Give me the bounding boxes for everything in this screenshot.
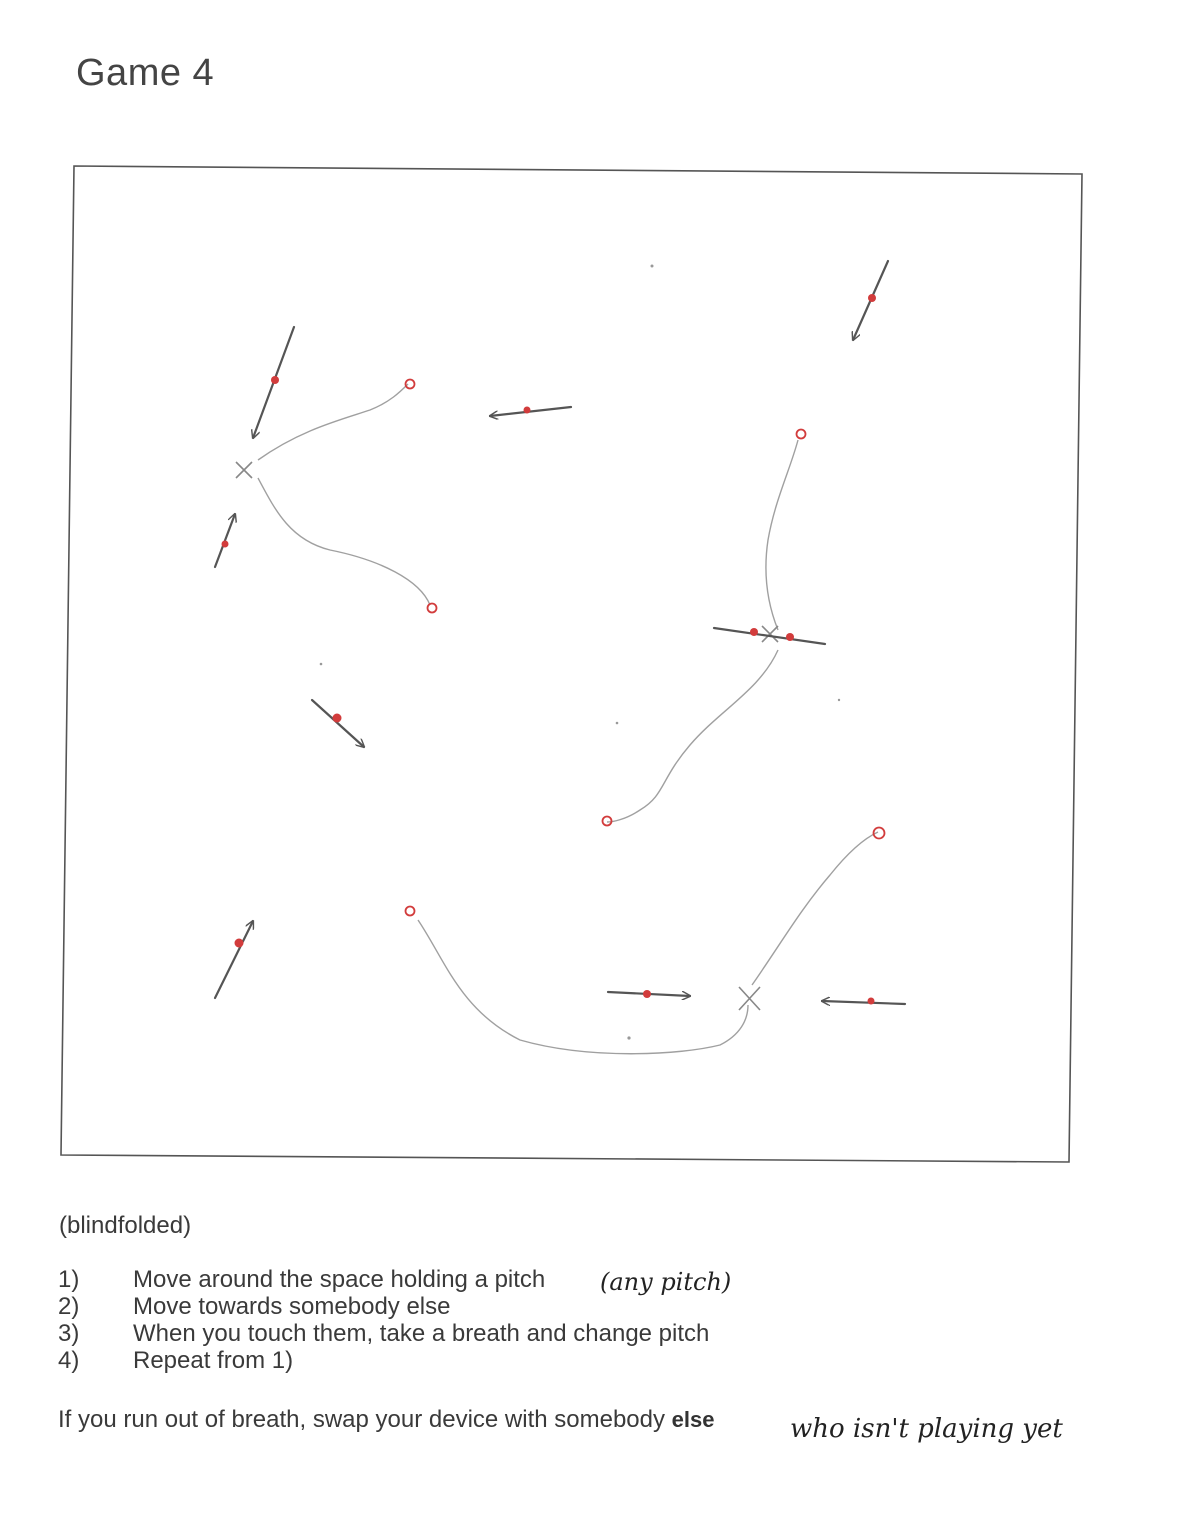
step-text: Repeat from 1) — [133, 1347, 294, 1374]
movement-arrow — [608, 992, 690, 996]
path-curve — [752, 832, 878, 985]
page-title: Game 4 — [76, 52, 215, 94]
subtitle: (blindfolded) — [59, 1212, 192, 1239]
path-curve — [258, 384, 408, 460]
movement-arrow — [215, 514, 235, 567]
path-curve — [418, 920, 748, 1054]
movement-arrow — [215, 921, 253, 998]
start-point-circle — [797, 430, 806, 439]
movement-line — [714, 628, 825, 644]
path-curve — [766, 440, 798, 630]
list-item — [58, 1293, 709, 1320]
person-dot — [643, 990, 651, 998]
start-point-circle — [406, 380, 415, 389]
step-number: 3) — [58, 1320, 80, 1347]
start-point-circle — [406, 907, 415, 916]
speck — [627, 1036, 630, 1039]
handwritten-note: (any pitch) — [600, 1268, 732, 1296]
path-curve — [258, 478, 430, 605]
movement-arrow — [490, 407, 571, 416]
speck — [838, 699, 840, 701]
start-point-circle — [874, 828, 885, 839]
handwritten-addition: who isn't playing yet — [790, 1414, 1063, 1444]
person-dot — [868, 294, 876, 302]
footer-text: If you run out of breath, swap your device with somebody — [58, 1406, 665, 1433]
start-point-circle — [603, 817, 612, 826]
person-dot — [786, 633, 794, 641]
person-dot — [333, 714, 342, 723]
step-text: Move around the space holding a pitch — [133, 1266, 546, 1293]
list-item — [58, 1320, 709, 1347]
meeting-point-cross — [236, 462, 252, 478]
movement-arrow — [853, 261, 888, 340]
person-dot — [750, 628, 758, 636]
person-dot — [235, 939, 244, 948]
movement-arrow — [822, 1001, 905, 1004]
movement-arrow — [253, 327, 294, 438]
movement-arrow — [312, 700, 364, 747]
list-item — [58, 1347, 709, 1374]
person-dot — [524, 407, 531, 414]
step-text: When you touch them, take a breath and change pitch — [133, 1320, 710, 1347]
start-point-circle — [428, 604, 437, 613]
struck-word: else — [671, 1407, 715, 1432]
person-dot — [868, 998, 875, 1005]
path-curve — [607, 650, 778, 822]
person-dot — [222, 541, 229, 548]
step-number: 4) — [58, 1347, 80, 1374]
speck — [651, 265, 654, 268]
meeting-point-cross — [762, 626, 778, 642]
diagram-frame — [61, 166, 1082, 1162]
meeting-point-cross — [739, 987, 760, 1010]
person-dot — [271, 376, 279, 384]
footer-note — [58, 1406, 715, 1434]
step-number: 2) — [58, 1293, 80, 1320]
speck — [320, 663, 323, 666]
speck — [616, 722, 619, 725]
step-text: Move towards somebody else — [133, 1293, 451, 1320]
step-number: 1) — [58, 1266, 80, 1293]
